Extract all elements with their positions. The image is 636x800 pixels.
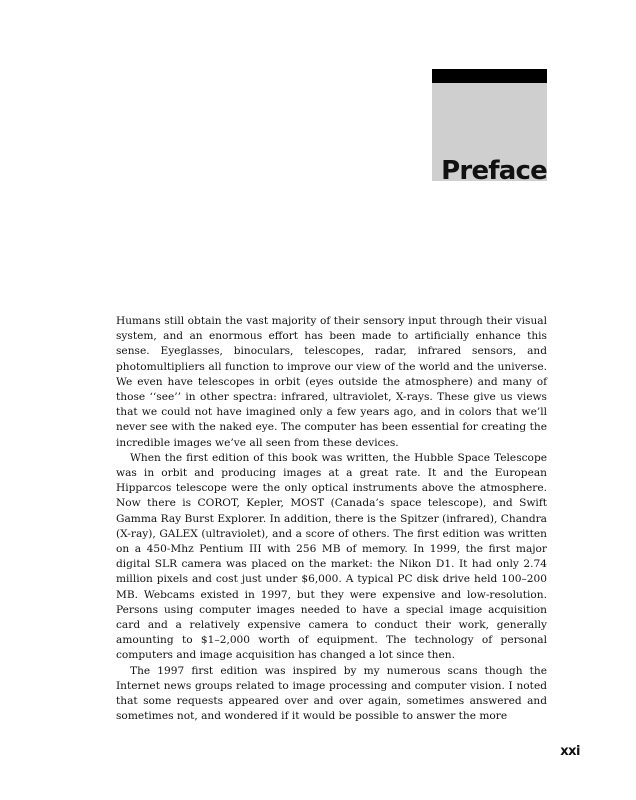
paragraph-1: Humans still obtain the vast majority of their sensory input through their visual system, and an enormous effort has been made to artificially enhance this sense. Eyeglasses, binoculars, telescopes, radar, infrared sensors, and photomultipliers all function to improve our view of the world and the universe. We even have telescopes in orbit (eyes outside the atmosphere) and many of those ‘‘see’’ in other spectra: infrared, ultraviolet, X-rays. These give us views that we could not have imagined only a few years ago, and in colors that we’ll never see with the naked eye. The computer has been essential for creating the incredible images we’ve all seen from these devices. xyxy=(116,315,547,449)
chapter-title-box xyxy=(432,69,547,186)
paragraph-3: The 1997 first edition was inspired by my numerous scans though the Internet news groups related to image processing and computer vision. I noted that some requests appeared over and over again, sometimes answered and sometimes not, and wondered if it would be possible to answer the more xyxy=(116,664,547,723)
chapter-title-bar xyxy=(432,69,547,83)
paragraph-2: When the first edition of this book was written, the Hubble Space Telescope was in orbit and producing images at a great rate. It and the European Hipparcos telescope were the only optical instruments above the atmosphere. Now there is COROT, Kepler, MOST (Canada’s space telescope), and Swift Gamma Ray Burst Explorer. In addition, there is the Spitzer (infrared), Chandra (X-ray), GALEX (ultraviolet), and a score of others. The first edition was written on a 450-Mhz Pentium III with 256 MB of memory. In 1999, the first major digital SLR camera was placed on the market: the Nikon D1. It had only 2.74 million pixels and cost just under $6,000. A typical PC disk drive held 100–200 MB. Webcams existed in 1997, but they were expensive and low-resolution. Persons using computer images needed to have a special image acquisition card and a relatively expensive camera to conduct their work, generally amounting to $1–2,000 worth of equipment. The technology of personal computers and image acquisition has changed a lot since then. xyxy=(116,451,547,662)
chapter-title: Preface xyxy=(441,156,547,186)
page-number: xxi xyxy=(560,744,580,759)
preface-body xyxy=(116,314,547,724)
